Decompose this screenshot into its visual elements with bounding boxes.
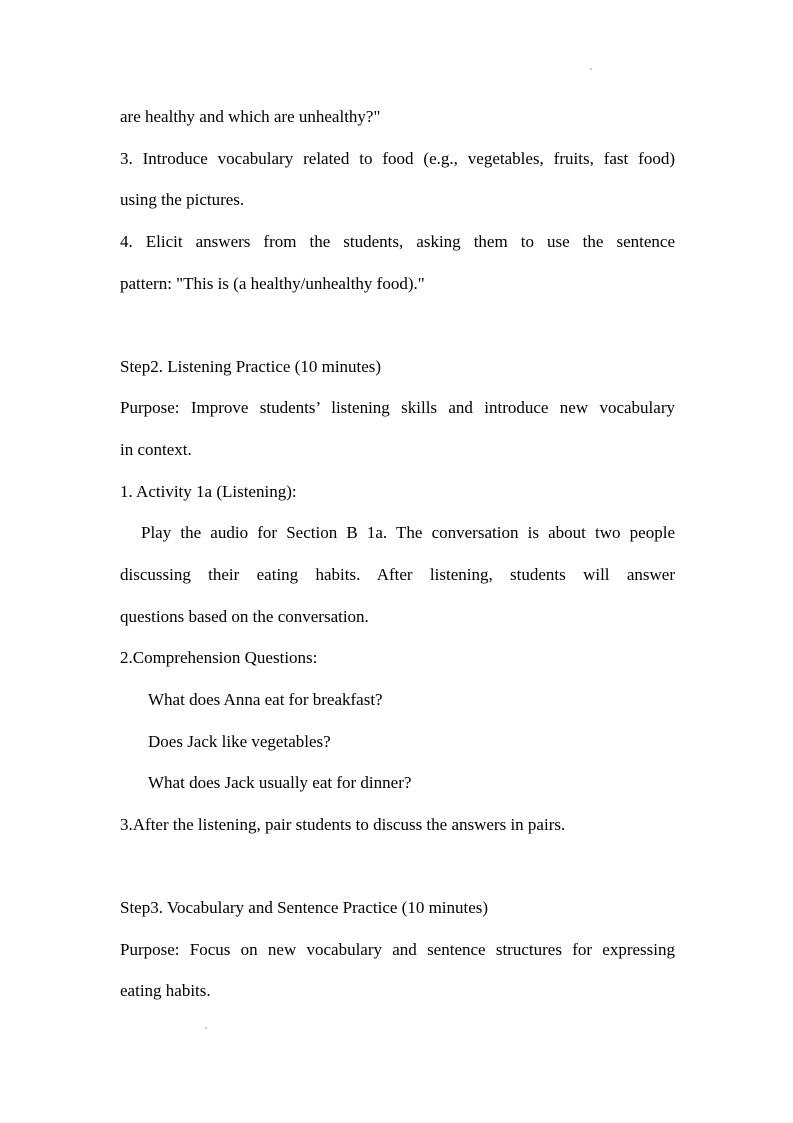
- paragraph-line: questions based on the conversation.: [120, 607, 369, 626]
- text-line-continuation: are healthy and which are unhealthy?": [120, 107, 381, 126]
- purpose-line: Purpose: Focus on new vocabulary and sentence structures for expressing: [120, 940, 675, 959]
- question-item: What does Jack usually eat for dinner?: [148, 773, 412, 792]
- question-item: What does Anna eat for breakfast?: [148, 690, 383, 709]
- step-item: 3.After the listening, pair students to discuss the answers in pairs.: [120, 815, 566, 834]
- text-line: pattern: "This is (a healthy/unhealthy food).": [120, 274, 425, 293]
- activity-heading: 1. Activity 1a (Listening):: [120, 482, 297, 501]
- step-item-4: 4. Elicit answers from the students, asking them to use the sentence: [120, 232, 675, 251]
- section-heading-step2: Step2. Listening Practice (10 minutes): [120, 357, 382, 376]
- paragraph-line: Play the audio for Section B 1a. The conversation is about two people: [141, 523, 675, 542]
- section-heading-step3: Step3. Vocabulary and Sentence Practice (10 minutes): [120, 898, 489, 917]
- text-line: eating habits.: [120, 981, 211, 1000]
- text-line: using the pictures.: [120, 190, 245, 209]
- scan-speck: [205, 1027, 207, 1029]
- step-item-3: 3. Introduce vocabulary related to food (e.g., vegetables, fruits, fast food): [120, 149, 675, 168]
- question-item: Does Jack like vegetables?: [148, 732, 331, 751]
- questions-heading: 2.Comprehension Questions:: [120, 648, 318, 667]
- scan-speck: [590, 68, 592, 70]
- paragraph-line: discussing their eating habits. After listening, students will answer: [120, 565, 675, 584]
- text-line: in context.: [120, 440, 192, 459]
- purpose-line: Purpose: Improve students’ listening skills and introduce new vocabulary: [120, 398, 675, 417]
